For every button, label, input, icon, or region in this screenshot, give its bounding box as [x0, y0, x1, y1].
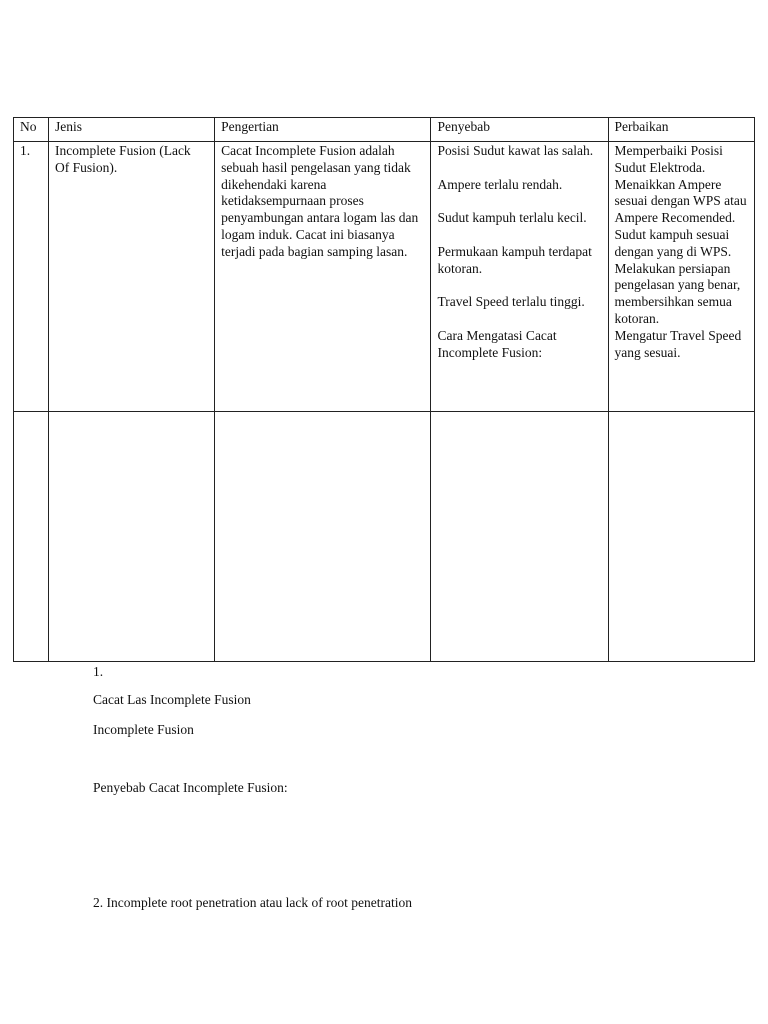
empty-cell: [431, 412, 608, 662]
section-heading: Cacat Las Incomplete Fusion: [93, 692, 251, 707]
causes-heading: Penyebab Cacat Incomplete Fusion:: [93, 780, 288, 795]
perbaikan-item: Sudut kampuh sesuai dengan yang di WPS.: [614, 226, 732, 259]
header-perbaikan: Perbaikan: [608, 118, 754, 142]
cell-no: 1.: [14, 142, 49, 412]
perbaikan-item: Mengatur Travel Speed yang sesuai.: [614, 327, 742, 360]
next-section-heading: 2. Incomplete root penetration atau lack of root penetration: [93, 895, 413, 910]
cell-perbaikan: [608, 142, 754, 412]
empty-cell: [48, 412, 214, 662]
table-row: [14, 142, 755, 412]
penyebab-item: Permukaan kampuh terdapat kotoran.: [437, 243, 592, 276]
header-penyebab: Penyebab: [431, 118, 608, 142]
penyebab-item: Ampere terlalu rendah.: [437, 176, 563, 192]
penyebab-item: Cara Mengatasi Cacat Incomplete Fusion:: [437, 327, 557, 360]
penyebab-item: Travel Speed terlalu tinggi.: [437, 294, 585, 310]
list-number: 1.: [93, 664, 104, 679]
weld-defect-table: [13, 117, 755, 662]
empty-cell: [608, 412, 754, 662]
perbaikan-item: Menaikkan Ampere sesuai dengan WPS atau Ampere Recomended.: [614, 176, 747, 226]
table-header-row: [14, 118, 755, 142]
cell-penyebab: [431, 142, 608, 412]
empty-cell: [14, 412, 49, 662]
penyebab-item: Sudut kampuh terlalu kecil.: [437, 210, 587, 226]
header-jenis: Jenis: [48, 118, 214, 142]
subheading: Incomplete Fusion: [93, 722, 194, 737]
perbaikan-item: Memperbaiki Posisi Sudut Elektroda.: [614, 143, 723, 175]
penyebab-item: Posisi Sudut kawat las salah.: [437, 143, 594, 158]
empty-cell: [215, 412, 431, 662]
table-row-empty: [14, 412, 755, 662]
header-no: No: [14, 118, 49, 142]
header-pengertian: Pengertian: [215, 118, 431, 142]
perbaikan-item: Melakukan persiapan pengelasan yang benar, membersihkan semua kotoran.: [614, 260, 741, 326]
cell-jenis: Incomplete Fusion (Lack Of Fusion).: [48, 142, 214, 412]
cell-pengertian: Cacat Incomplete Fusion adalah sebuah hasil pengelasan yang tidak dikehendaki karena ketidaksempurnaan proses penyambungan antara logam las dan logam induk. Cacat ini biasanya terjadi pada bagian samping lasan.: [215, 142, 431, 412]
